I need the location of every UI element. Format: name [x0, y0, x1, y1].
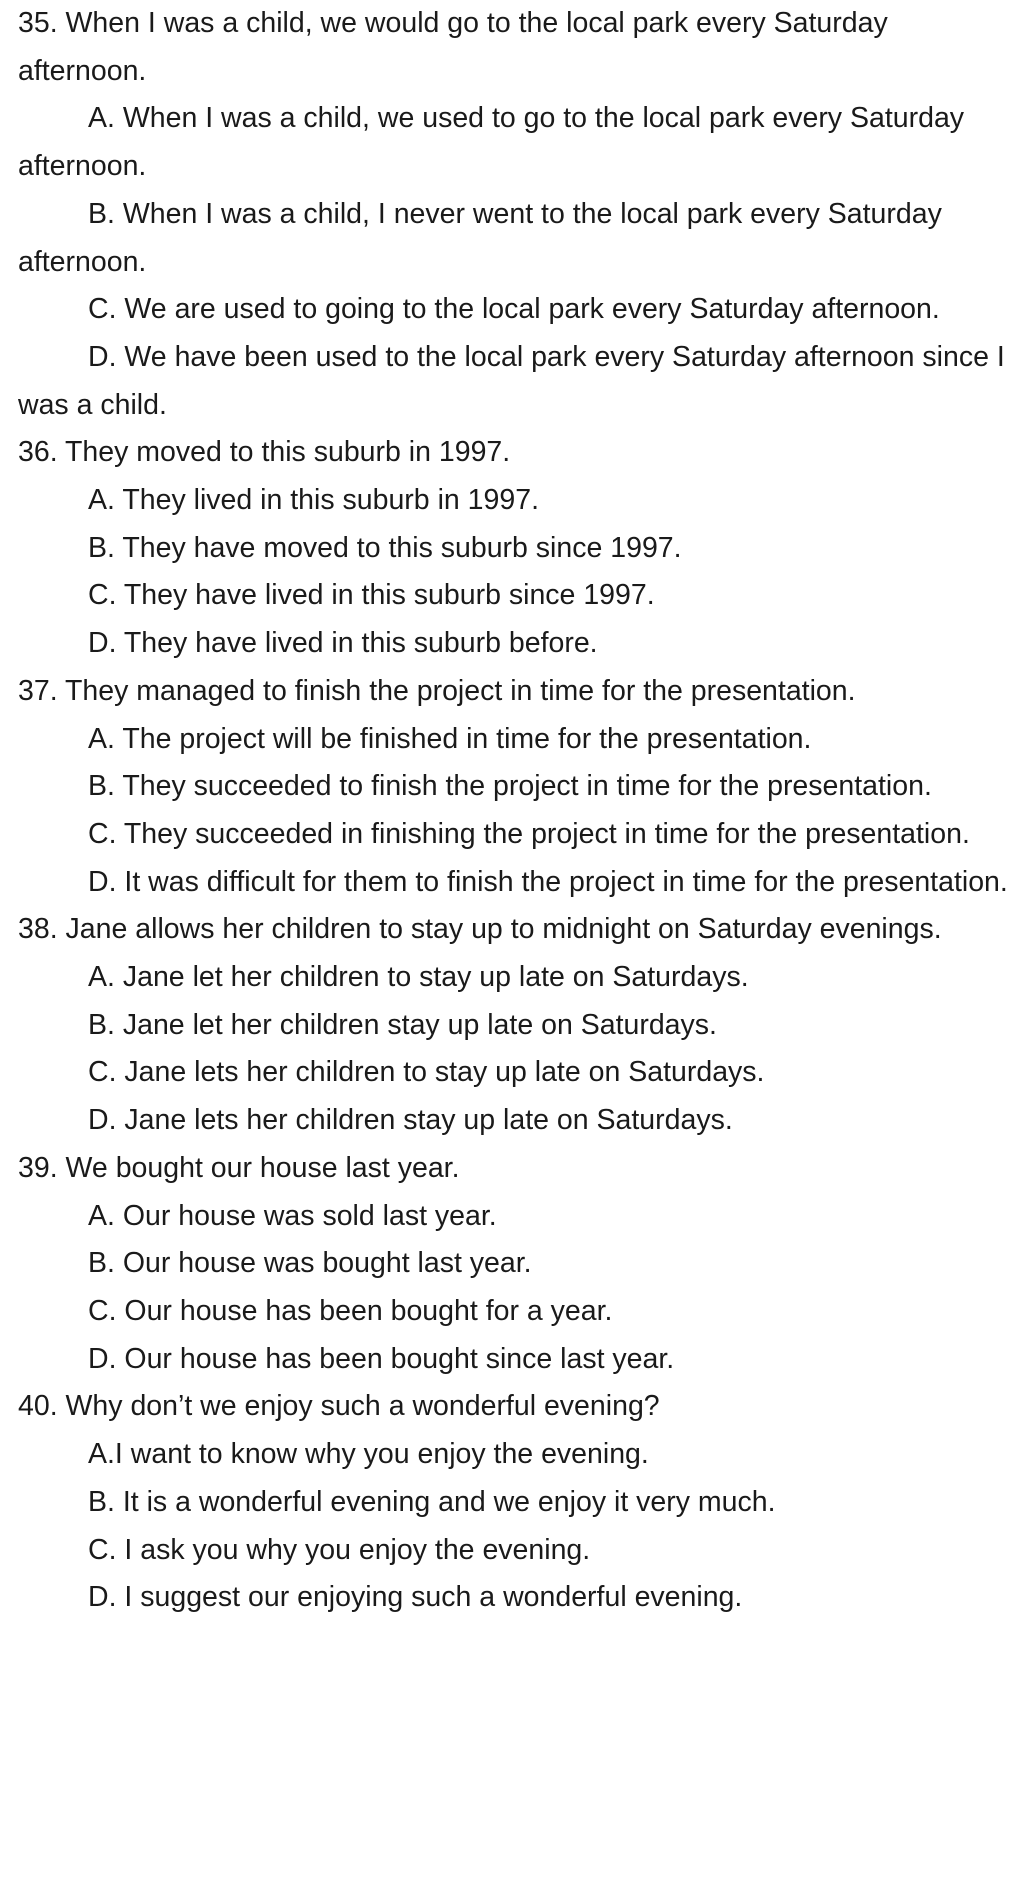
option-b: B. It is a wonderful evening and we enjoy it very much.	[88, 1485, 776, 1518]
question-stem: 39. We bought our house last year.	[18, 1151, 460, 1184]
question-stem: 36. They moved to this suburb in 1997.	[18, 436, 511, 469]
option-c: C. I ask you why you enjoy the evening.	[88, 1533, 591, 1566]
option-b: B. They succeeded to finish the project in time for the presentation.	[88, 770, 932, 803]
option-a: A. When I was a child, we used to go to the local park every Saturday afternoon.	[18, 102, 965, 183]
option-d: D. We have been used to the local park every Saturday afternoon since I was a child.	[18, 340, 1005, 421]
question-stem: 35. When I was a child, we would go to the local park every Saturday afternoon.	[18, 7, 888, 87]
option-c: C. We are used to going to the local park every Saturday afternoon.	[88, 293, 940, 326]
option-b: B. When I was a child, I never went to the local park every Saturday afternoon.	[18, 197, 942, 278]
option-d: D. It was difficult for them to finish the project in time for the presentation.	[88, 865, 1008, 898]
option-d: D. I suggest our enjoying such a wonderful evening.	[88, 1581, 743, 1614]
option-a: A. The project will be finished in time for the presentation.	[88, 722, 812, 755]
option-a: A. They lived in this suburb in 1997.	[88, 484, 539, 517]
option-a: A.I want to know why you enjoy the evening.	[88, 1438, 649, 1471]
option-b: B. Our house was bought last year.	[88, 1247, 532, 1280]
question-40	[18, 1383, 1014, 1622]
question-37	[18, 668, 1014, 907]
question-35	[18, 0, 1014, 429]
question-39	[18, 1145, 1014, 1384]
question-stem: 37. They managed to finish the project in time for the presentation.	[18, 674, 856, 707]
option-c: C. Jane lets her children to stay up late on Saturdays.	[88, 1056, 765, 1089]
option-c: C. Our house has been bought for a year.	[88, 1294, 613, 1327]
question-stem: 38. Jane allows her children to stay up to midnight on Saturday evenings.	[18, 913, 942, 946]
option-a: A. Our house was sold last year.	[88, 1199, 497, 1232]
option-c: C. They succeeded in finishing the project in time for the presentation.	[88, 817, 970, 850]
exercise-page	[18, 0, 1014, 1622]
option-d: D. They have lived in this suburb before.	[88, 627, 598, 660]
option-d: D. Our house has been bought since last year.	[88, 1342, 675, 1375]
option-b: B. They have moved to this suburb since 1997.	[88, 531, 682, 564]
option-b: B. Jane let her children stay up late on Saturdays.	[88, 1008, 717, 1041]
question-36	[18, 429, 1014, 668]
question-stem: 40. Why don’t we enjoy such a wonderful evening?	[18, 1390, 660, 1423]
option-c: C. They have lived in this suburb since 1997.	[88, 579, 655, 612]
option-d: D. Jane lets her children stay up late on Saturdays.	[88, 1104, 733, 1137]
option-a: A. Jane let her children to stay up late on Saturdays.	[88, 961, 749, 994]
question-38	[18, 906, 1014, 1145]
